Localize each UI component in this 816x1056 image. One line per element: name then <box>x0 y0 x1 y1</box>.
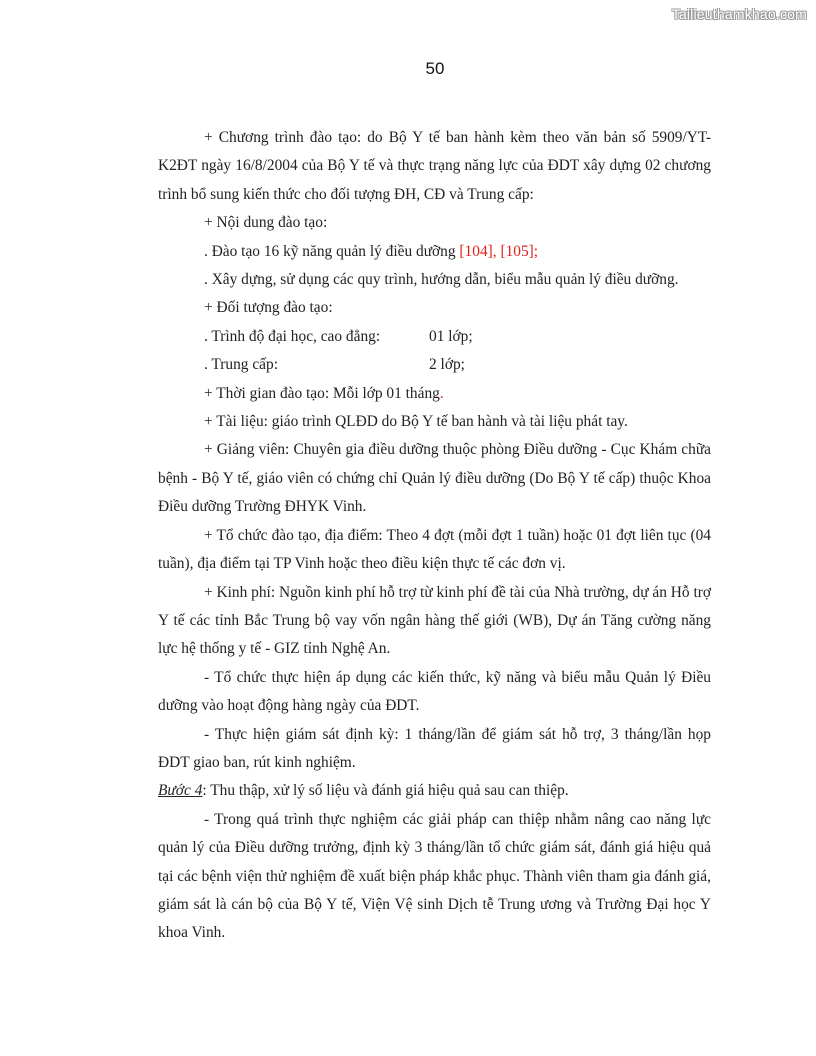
watermark: Tailieuthamkhao.com <box>671 6 807 22</box>
page-number: 50 <box>425 59 445 78</box>
paragraph-training-program: + Chương trình đào tạo: do Bộ Y tế ban hành kèm theo văn bản số 5909/YT-K2ĐT ngày 16/8/2004 của Bộ Y tế và thực trạng năng lực của ĐDT xây dựng 02 chương trình bổ sung kiến thức cho đối tượng ĐH, CĐ và Trung cấp: <box>158 129 711 203</box>
paragraph-implementation: - Tổ chức thực hiện áp dụng các kiến thức, kỹ năng và biểu mẫu Quản lý Điều dưỡng vào hoạt động hàng ngày của ĐDT. <box>158 668 711 715</box>
paragraph-organization: + Tổ chức đào tạo, địa điểm: Theo 4 đợt (mỗi đợt 1 tuần) hoặc 01 đợt liên tục (04 tuần), địa điểm tại TP Vinh hoặc theo điều kiện thực tế các đơn vị. <box>158 526 711 573</box>
target-value: 01 lớp; <box>429 327 473 345</box>
step-4-label: Bước 4 <box>158 782 203 800</box>
paragraph-evaluation: - Trong quá trình thực nghiệm các giải pháp can thiệp nhằm nâng cao năng lực quản lý của Điều dưỡng trưởng, định kỳ 3 tháng/lần tổ chức giám sát, đánh giá hiệu quả tại các bệnh viện thử nghiệm đề xuất biện pháp khắc phục. Thành viên tham gia đánh giá, giám sát là cán bộ của Bộ Y tế, Viện Vệ sinh Dịch tễ Trung ương và Trường Đại học Y khoa Vinh. <box>158 810 711 942</box>
target-row-university <box>158 323 711 351</box>
paragraph-procedures: . Xây dựng, sử dụng các quy trình, hướng dẫn, biểu mẫu quản lý điều dưỡng. <box>204 271 679 289</box>
paragraph-materials: + Tài liệu: giáo trình QLĐD do Bộ Y tế ban hành và tài liệu phát tay. <box>204 413 628 431</box>
step-4-text: : Thu thập, xử lý số liệu và đánh giá hiệu quả sau can thiệp. <box>202 782 569 800</box>
paragraph-step-4 <box>158 777 711 805</box>
target-row-intermediate <box>158 351 711 379</box>
paragraph-lecturers: + Giảng viên: Chuyên gia điều dưỡng thuộc phòng Điều dưỡng - Cục Khám chữa bệnh - Bộ Y tế, giáo viên có chứng chỉ Quản lý điều dưỡng (Do Bộ Y tế cấp) thuộc Khoa Điều dưỡng Trường ĐHYK Vinh. <box>158 441 711 516</box>
paragraph-duration <box>158 380 711 408</box>
skills-text: . Đào tạo 16 kỹ năng quản lý điều dưỡng <box>204 242 460 260</box>
paragraph-funding: + Kinh phí: Nguồn kinh phí hỗ trợ từ kinh phí đề tài của Nhà trường, dự án Hỗ trợ Y tế các tỉnh Bắc Trung bộ vay vốn ngân hàng thế giới (WB), Dự án Tăng cường năng lực hệ thống y tế - GIZ tỉnh Nghệ An. <box>158 583 711 658</box>
paragraph-skills <box>158 238 711 266</box>
paragraph-target-heading: + Đối tượng đào tạo: <box>204 299 333 317</box>
target-value: 2 lớp; <box>429 356 465 374</box>
paragraph-supervision: - Thực hiện giám sát định kỳ: 1 tháng/lần để giám sát hỗ trợ, 3 tháng/lần họp ĐDT giao ban, rút kinh nghiệm. <box>158 725 711 771</box>
duration-text: + Thời gian đào tạo: Mỗi lớp 01 tháng <box>204 384 440 402</box>
paragraph-training-content-heading: + Nội dung đào tạo: <box>204 214 328 232</box>
target-label: . Trung cấp: <box>204 356 278 374</box>
citation-reference: [104], [105]; <box>459 242 539 260</box>
document-body <box>158 124 711 948</box>
duration-period: . <box>439 384 444 402</box>
target-label: . Trình độ đại học, cao đẳng: <box>204 327 381 345</box>
